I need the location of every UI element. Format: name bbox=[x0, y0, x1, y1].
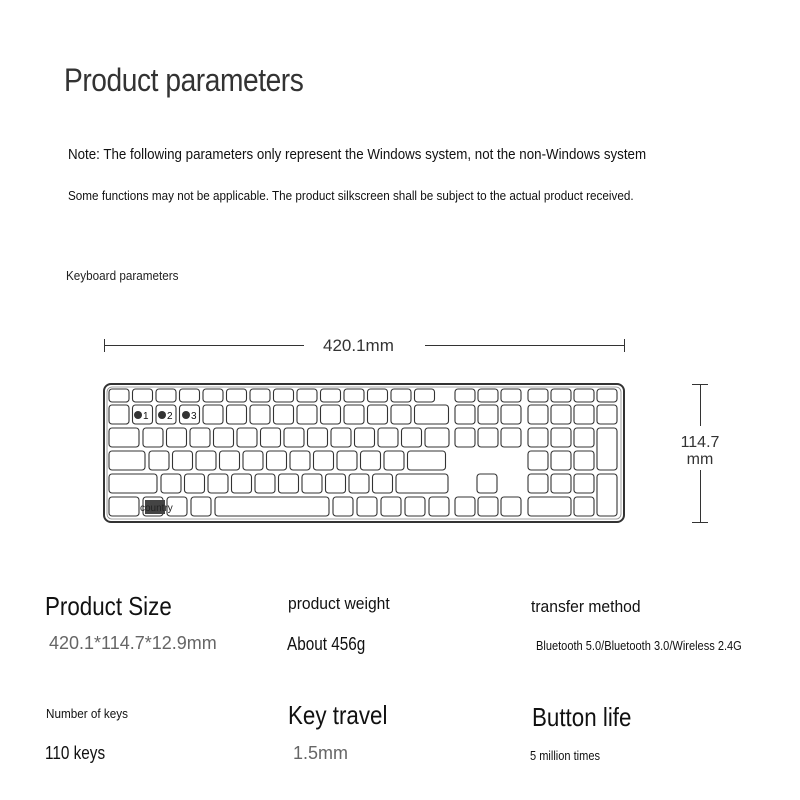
keycap bbox=[384, 451, 404, 470]
keycap bbox=[373, 474, 393, 493]
keycap bbox=[331, 428, 351, 447]
keycap bbox=[243, 451, 263, 470]
keycap bbox=[574, 389, 594, 402]
spec-title-number-of-keys: Number of keys bbox=[46, 706, 128, 721]
keycap bbox=[597, 405, 617, 424]
keycap bbox=[302, 474, 322, 493]
bluetooth-key-label-2: 2 bbox=[167, 411, 173, 422]
keycap bbox=[321, 389, 341, 402]
spec-value-product-weight: About 456g bbox=[287, 634, 366, 654]
keycap bbox=[344, 389, 364, 402]
keycap bbox=[143, 428, 163, 447]
keycap bbox=[455, 405, 475, 424]
keycap bbox=[227, 389, 247, 402]
height-dimension-value: 114.7 bbox=[680, 434, 720, 451]
keycap bbox=[255, 474, 275, 493]
keycap bbox=[501, 497, 521, 516]
keycap bbox=[501, 405, 521, 424]
keycap bbox=[425, 428, 449, 447]
keycap bbox=[574, 474, 594, 493]
keycap bbox=[274, 405, 294, 424]
keycap bbox=[109, 497, 139, 516]
keycap bbox=[344, 405, 364, 424]
keycap bbox=[368, 389, 388, 402]
keycap bbox=[337, 451, 357, 470]
keycap bbox=[196, 451, 216, 470]
keycap bbox=[349, 474, 369, 493]
keycap bbox=[326, 474, 346, 493]
spec-title-button-life: Button life bbox=[532, 702, 632, 732]
keycap bbox=[501, 389, 521, 402]
keycap bbox=[279, 474, 299, 493]
keycap bbox=[267, 451, 287, 470]
spec-value-transfer-method: Bluetooth 5.0/Bluetooth 3.0/Wireless 2.4G bbox=[536, 638, 742, 653]
keycap bbox=[528, 474, 548, 493]
keycap bbox=[109, 405, 129, 424]
spec-value-product-size: 420.1*114.7*12.9mm bbox=[49, 633, 217, 653]
keycap bbox=[415, 405, 449, 424]
keycap bbox=[357, 497, 377, 516]
keycap bbox=[415, 389, 435, 402]
keycap bbox=[203, 405, 223, 424]
keycap bbox=[551, 474, 571, 493]
keycap bbox=[191, 497, 211, 516]
keycap bbox=[261, 428, 281, 447]
bluetooth-icon bbox=[158, 411, 166, 419]
keycap bbox=[551, 405, 571, 424]
keycap bbox=[597, 474, 617, 516]
spec-value-number-of-keys: 110 keys bbox=[45, 743, 106, 763]
keycap bbox=[109, 451, 145, 470]
page-title: Product parameters bbox=[64, 62, 304, 98]
keycap bbox=[208, 474, 228, 493]
keycap bbox=[368, 405, 388, 424]
keycap bbox=[455, 389, 475, 402]
keycap bbox=[408, 451, 446, 470]
keycap bbox=[250, 405, 270, 424]
section-label: Keyboard parameters bbox=[66, 268, 179, 283]
keycap bbox=[597, 428, 617, 470]
keycap bbox=[227, 405, 247, 424]
keyboard-keys bbox=[109, 389, 617, 516]
spec-title-product-weight: product weight bbox=[288, 594, 390, 613]
keycap bbox=[109, 474, 157, 493]
keycap bbox=[391, 405, 411, 424]
keycap bbox=[274, 389, 294, 402]
keycap bbox=[551, 451, 571, 470]
keycap bbox=[528, 389, 548, 402]
keycap bbox=[478, 405, 498, 424]
keycap bbox=[237, 428, 257, 447]
keycap bbox=[355, 428, 375, 447]
bluetooth-icon bbox=[134, 411, 142, 419]
keycap bbox=[214, 428, 234, 447]
keycap bbox=[551, 389, 571, 402]
keycap bbox=[321, 405, 341, 424]
keycap bbox=[284, 428, 304, 447]
keycap bbox=[528, 405, 548, 424]
height-dimension-unit: mm bbox=[686, 451, 714, 468]
keycap bbox=[161, 474, 181, 493]
keycap bbox=[190, 428, 210, 447]
keycap bbox=[109, 389, 129, 402]
keycap bbox=[455, 497, 475, 516]
keycap bbox=[551, 428, 571, 447]
keycap bbox=[290, 451, 310, 470]
keycap bbox=[203, 389, 223, 402]
keycap bbox=[297, 389, 317, 402]
keycap bbox=[574, 497, 594, 516]
keycap bbox=[528, 428, 548, 447]
spec-title-key-travel: Key travel bbox=[288, 700, 388, 730]
bluetooth-key-label-3: 3 bbox=[191, 411, 197, 422]
keycap bbox=[528, 451, 548, 470]
bluetooth-icon bbox=[182, 411, 190, 419]
keycap bbox=[402, 428, 422, 447]
keycap bbox=[574, 428, 594, 447]
spec-title-product-size: Product Size bbox=[45, 591, 172, 621]
width-dimension-label: 420.1mm bbox=[323, 336, 394, 355]
keycap bbox=[133, 389, 153, 402]
keycap bbox=[156, 389, 176, 402]
spec-title-transfer-method: transfer method bbox=[531, 597, 641, 616]
keycap bbox=[478, 428, 498, 447]
keycap bbox=[308, 428, 328, 447]
keycap bbox=[297, 405, 317, 424]
keycap bbox=[180, 389, 200, 402]
keycap bbox=[250, 389, 270, 402]
keycap bbox=[333, 497, 353, 516]
keycap bbox=[314, 451, 334, 470]
silkscreen-note: Some functions may not be applicable. The product silkscreen shall be subject to the actual product received. bbox=[68, 188, 634, 203]
keycap bbox=[429, 497, 449, 516]
keycap bbox=[185, 474, 205, 493]
keycap bbox=[173, 451, 193, 470]
keycap bbox=[109, 428, 139, 447]
keycap bbox=[478, 497, 498, 516]
keycap bbox=[220, 451, 240, 470]
keycap bbox=[455, 428, 475, 447]
keycap bbox=[149, 451, 169, 470]
keycap bbox=[361, 451, 381, 470]
windows-note: Note: The following parameters only represent the Windows system, not the non-Windows system bbox=[68, 147, 647, 163]
keycap bbox=[396, 474, 448, 493]
keycap bbox=[232, 474, 252, 493]
keycap bbox=[574, 405, 594, 424]
spec-value-button-life: 5 million times bbox=[530, 748, 601, 763]
keycap bbox=[215, 497, 329, 516]
keycap bbox=[167, 428, 187, 447]
spec-value-key-travel: 1.5mm bbox=[293, 743, 349, 763]
keycap bbox=[391, 389, 411, 402]
keycap bbox=[477, 474, 497, 493]
keycap bbox=[381, 497, 401, 516]
keycap bbox=[574, 451, 594, 470]
keycap bbox=[501, 428, 521, 447]
keycap bbox=[478, 389, 498, 402]
keycap bbox=[378, 428, 398, 447]
keycap bbox=[405, 497, 425, 516]
keycap bbox=[528, 497, 571, 516]
country-key-label: country bbox=[140, 503, 173, 514]
bluetooth-key-label-1: 1 bbox=[143, 411, 149, 422]
keycap bbox=[597, 389, 617, 402]
